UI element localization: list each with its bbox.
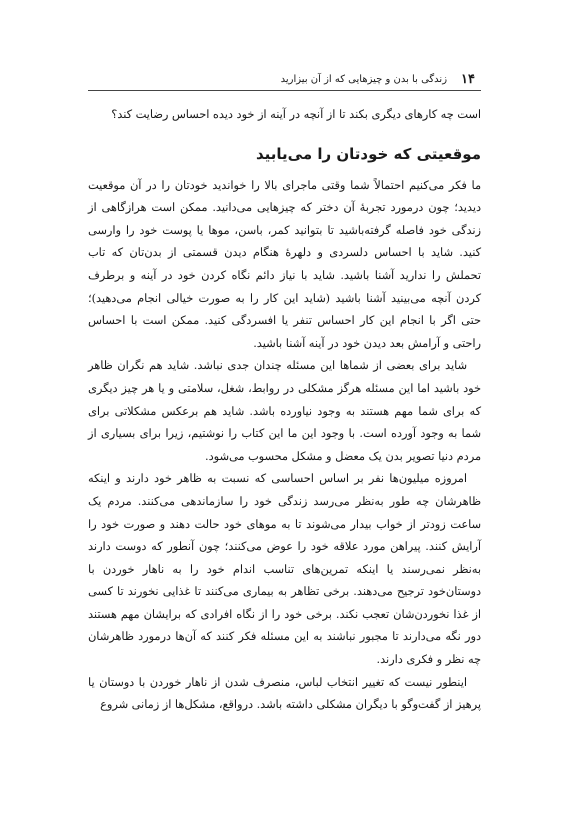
intro-line: است چه کارهای دیگری بکند تا از آنچه در آینه از خود دیده احساس رضایت کند؟ — [111, 108, 481, 121]
header-rule — [88, 90, 481, 91]
paragraph-2: شاید برای بعضی از شماها این مسئله چندان جدی نباشد. شاید هم نگران ظاهر خود باشید اما این مسئله هرگز مشکلی در روابط، شغل، سلامتی و یا هر چیز دیگری که برای شما مهم هستند به وجود نیاورده باشد. شاید هم برعکس مشکلاتی برای شما به وجود آورده است. با وجود این ما این کتاب را نوشتیم، زیرا برای بسیاری از مردم دنیا تصویر بدن یک معضل و مشکل محسوب می‌شود. — [88, 359, 481, 463]
paragraph-3: امروزه میلیون‌ها نفر بر اساس احساسی که نسبت به ظاهر خود دارند و اینکه ظاهرشان چه طور به‌نظر می‌رسد زندگی خود را سازماندهی می‌کنند. مردم یک ساعت زودتر از خواب بیدار می‌شوند تا به موهای خود حالت دهند و صورت خود را آرایش کنند. پیراهن مورد علاقه خود را عوض می‌کنند؛ چون آنطور که دوست دارند به‌نظر نمی‌رسند یا اینکه تمرین‌های تناسب اندام خود را به ناهار خوردن با دوستان‌خود ترجیح می‌دهند. برخی تظاهر به بیماری می‌کنند تا غذایی نخورند تا کسی از غذا نخوردن‌شان تعجب نکند. برخی خود را از نگاه افرادی که برایشان مهم هستند دور نگه می‌دارند تا مجبور نباشند به این مسئله فکر کنند که آن‌ها درمورد ظاهرشان چه نظر و فکری دارند. — [88, 472, 481, 667]
page-number: ۱۴ — [461, 71, 475, 87]
running-head — [86, 70, 475, 88]
paragraph-1: ما فکر می‌کنیم احتمالاً شما وقتی ماجرای بالا را خواندید خودتان را در آن موقعیت دیدید؛ چون درمورد تجربهٔ آن دختر که چیزهایی می‌دانید. ممکن است هرازگاهی از زندگی خود فاصله گرفته‌باشید تا بتوانید کمر، باسن، موها یا پوست خود را وارسی کنید. شاید با احساس دلسردی و دلهرهٔ هنگام دیدن قسمتی از بدن‌تان که تاب تحملش را ندارید آشنا باشید. شاید با نیاز دائم نگاه کردن خود در آینه و برطرف کردن آنچه می‌بینید آشنا باشید (شاید این کار را به صورت خیالی انجام می‌دهید)؛ حتی اگر با انجام این کار احساس تنفر یا افسردگی کنید. ممکن است با احساس راحتی و آرامش بعد دیدن خود در آینه آشنا باشید. — [88, 178, 481, 350]
running-title: زندگی با بدن و چیزهایی که از آن بیزارید — [280, 73, 448, 85]
paragraph-4: اینطور نیست که تغییر انتخاب لباس، منصرف شدن از ناهار خوردن با دوستان یا پرهیز از گفت‌وگو با دیگران مشکلی داشته باشد. درواقع، مشکل‌ها از زمانی شروع — [88, 675, 481, 712]
page-body — [88, 104, 481, 717]
section-title: موقعیتی که خودتان را می‌یابید — [255, 144, 481, 163]
